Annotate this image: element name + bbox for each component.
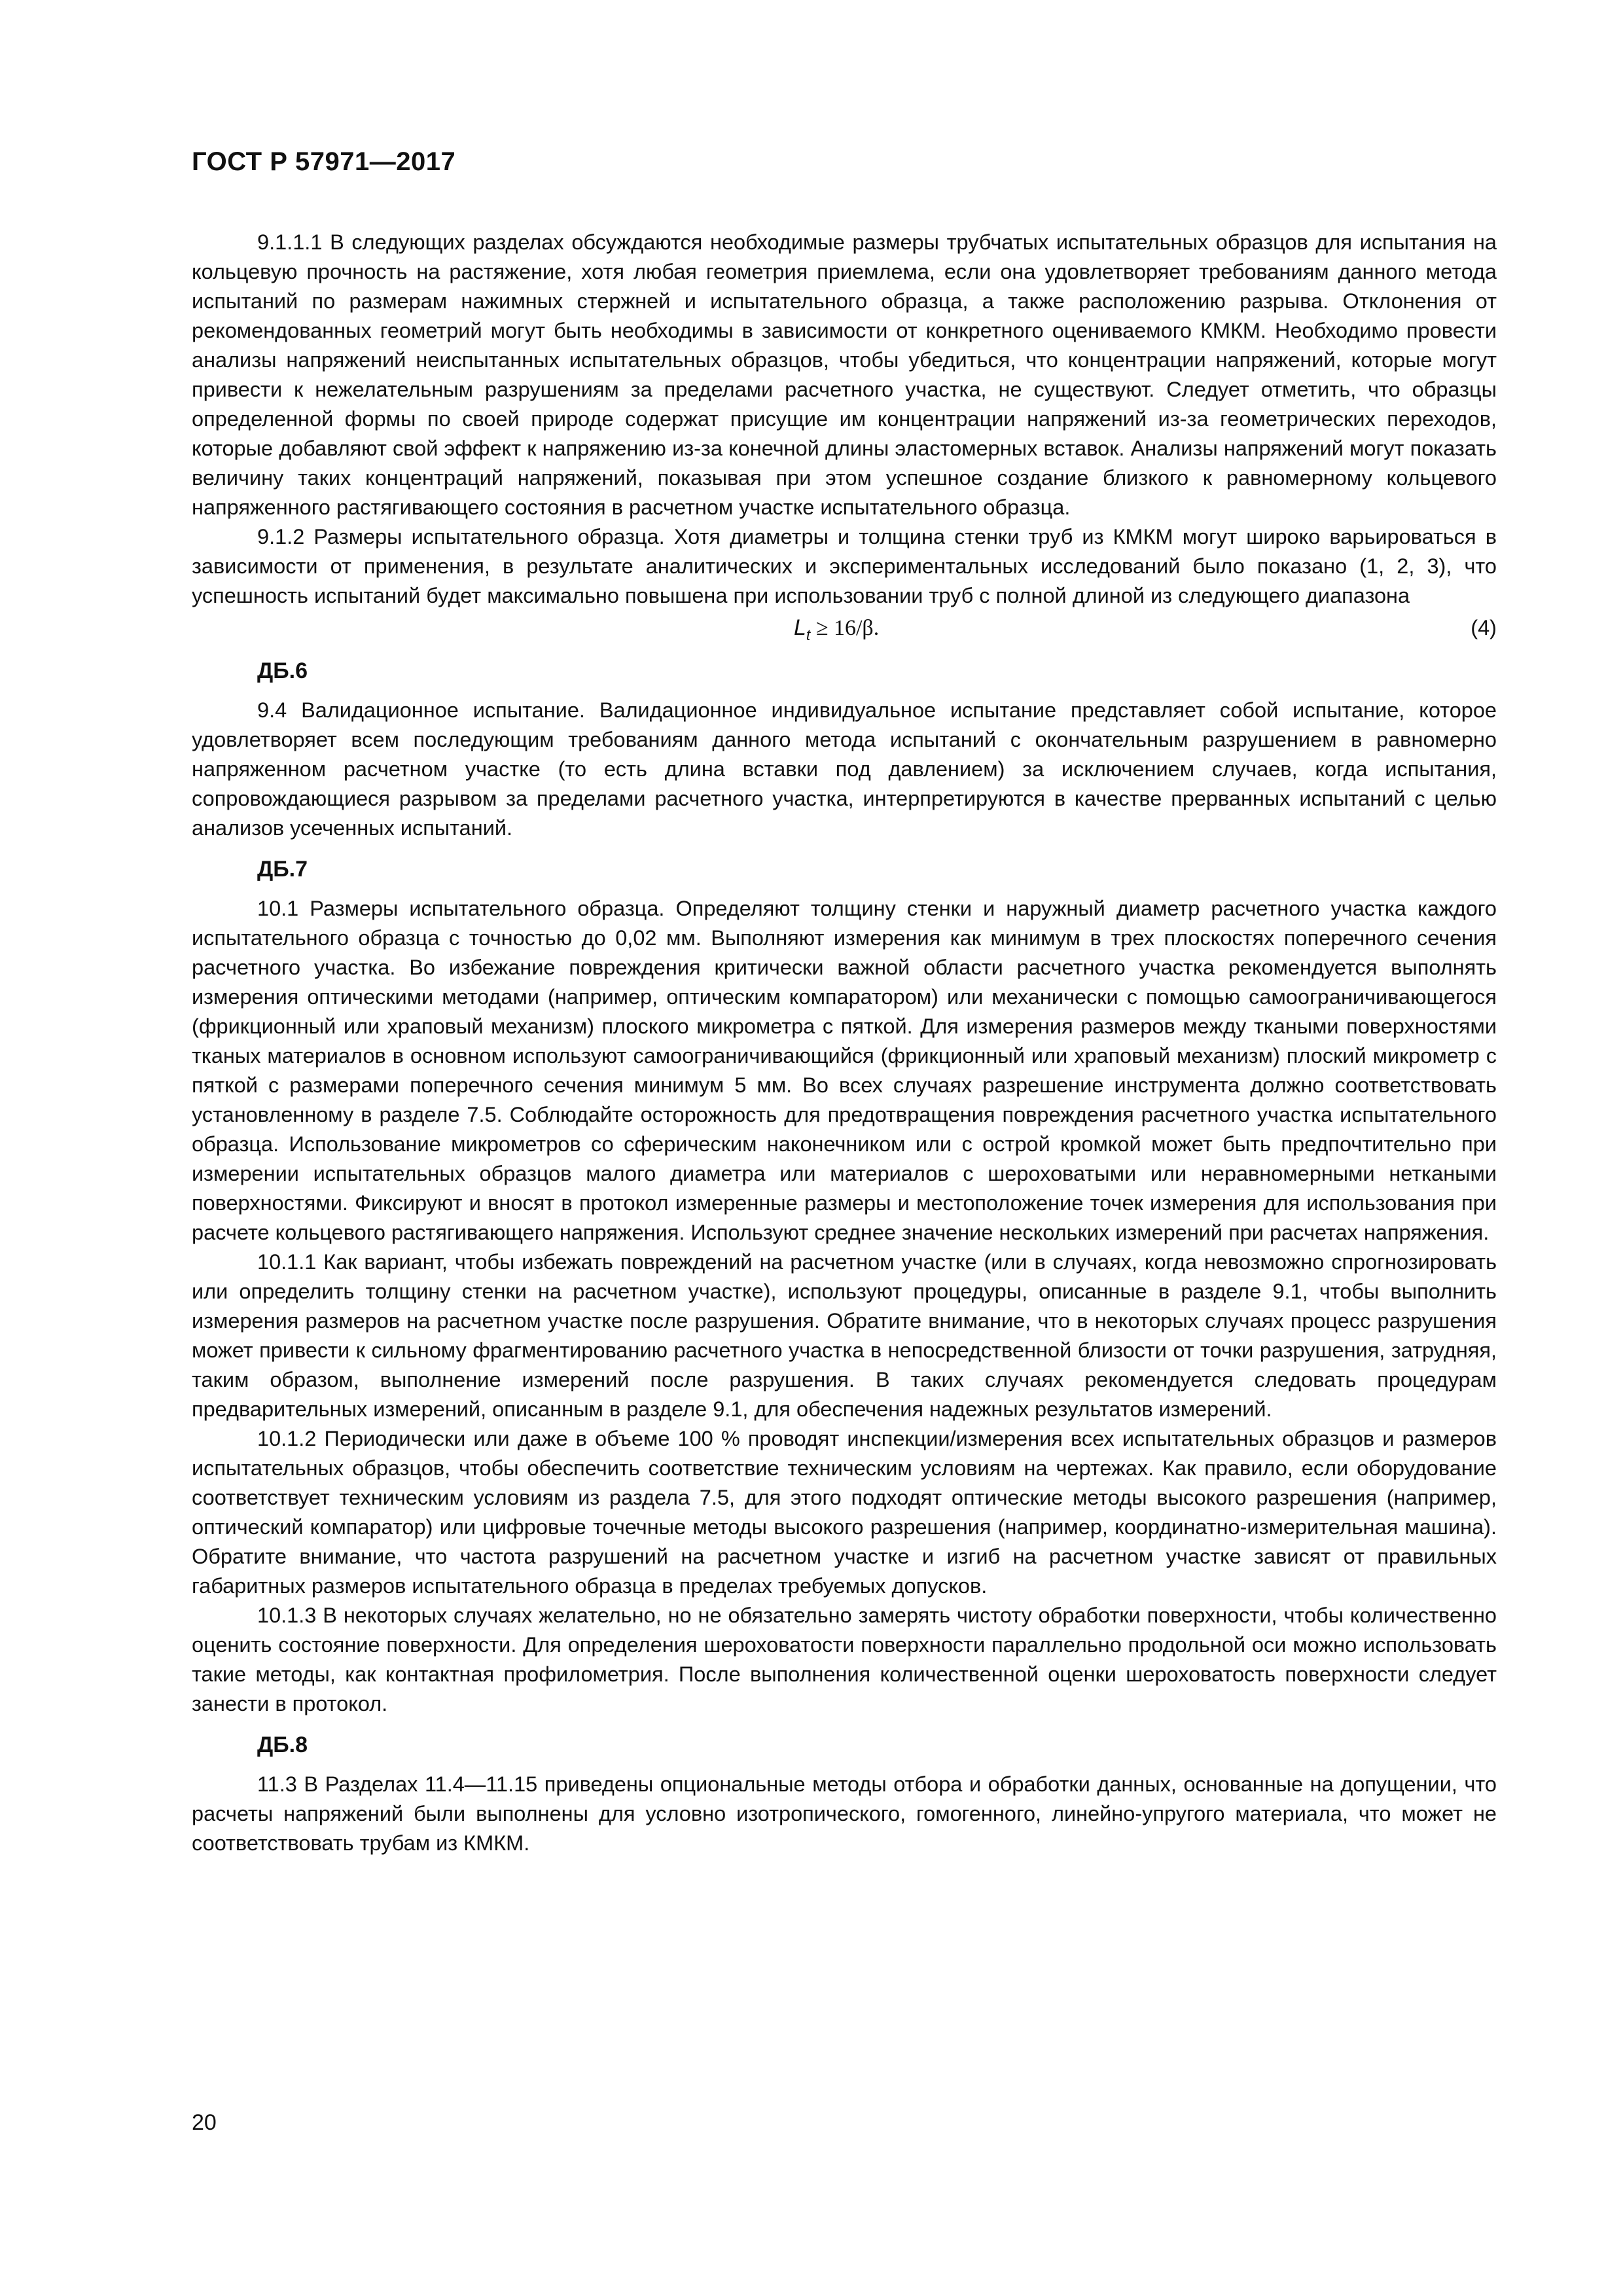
paragraph: 10.1 Размеры испытательного образца. Определяют толщину стенки и наружный диаметр расчетного участка каждого испытательного образца с точностью до 0,02 мм. Выполняют измерения как минимум в трех плоскостях поперечного сечения расчетного участка. Во избежание повреждения критически важной области расчетного участка рекомендуется выполнять измерения оптическими методами (например, оптическим компаратором) или механически с помощью самоограничивающегося (фрикционный или храповый механизм) плоского микрометра с пяткой. Для измерения размеров между ткаными поверхностями тканых материалов в основном используют самоограничивающийся (фрикционный или храповый механизм) плоский микрометр с пяткой с размерами поперечного сечения минимум 5 мм. Во всех случаях разрешение инструмента должно соответствовать установленному в разделе 7.5. Соблюдайте осторожность для предотвращения повреждения расчетного участка испытательного образца. Использование микрометров со сферическим наконечником или с острой кромкой может быть предпочтительно при измерении испытательных образцов малого диаметра или материалов с шероховатыми или неравномерными неткаными поверхностями. Фиксируют и вносят в протокол измеренные размеры и местоположение точек измерения для использования при расчете кольцевого растягивающего напряжения. Используют среднее значение нескольких измерений при расчетах напряжения. <box>192 897 1497 1244</box>
paragraph: 9.1.2 Размеры испытательного образца. Хотя диаметры и толщина стенки труб из КМКМ могут широко варьироваться в зависимости от применения, в результате аналитических и экспериментальных исследований было показано (1, 2, 3), что успешность испытаний будет максимально повышена при использовании труб с полной длиной из следующего диапазона <box>192 525 1497 607</box>
paragraph: 10.1.3 В некоторых случаях желательно, но не обязательно замерять чистоту обработки поверхности, чтобы количественно оценить состояние поверхности. Для определения шероховатости поверхности параллельно продольной оси можно использовать такие методы, как контактная профилометрия. После выполнения количественной оценки шероховатость поверхности следует занести в протокол. <box>192 1604 1497 1715</box>
paragraph: 10.1.1 Как вариант, чтобы избежать повреждений на расчетном участке (или в случаях, когда невозможно спрогнозировать или определить толщину стенки на расчетном участке), используют процедуры, описанные в разделе 9.1, чтобы выполнить измерения размеров на расчетном участке после разрушения. Обратите внимание, что в некоторых случаях процесс разрушения может привести к сильному фрагментированию расчетного участка в непосредственной близости от точки разрушения, затрудняя, таким образом, выполнение измерений после разрушения. В таких случаях рекомендуется следовать процедурам предварительных измерений, описанным в разделе 9.1, для обеспечения надежных результатов измерений. <box>192 1250 1497 1421</box>
paragraph: 9.4 Валидационное испытание. Валидационное индивидуальное испытание представляет собой испытание, которое удовлетворяет всем последующим требованиям данного метода испытаний с окончательным разрушением в равномерно напряженном расчетном участке (то есть длина вставки под давлением) за исключением случаев, когда испытания, сопровождающиеся разрывом за пределами расчетного участка, интерпретируются в качестве прерванных испытаний с целью анализов усеченных испытаний. <box>192 698 1497 840</box>
document-body <box>192 228 1497 1858</box>
formula-row <box>192 611 1497 645</box>
paragraph: 9.1.1.1 В следующих разделах обсуждаются необходимые размеры трубчатых испытательных образцов для испытания на кольцевую прочность на растяжение, хотя любая геометрия приемлема, если она удовлетворяет требованиям данного метода испытаний по размерам нажимных стержней и испытательного образца, а также расположению разрыва. Отклонения от рекомендованных геометрий могут быть необходимы в зависимости от конкретного оцениваемого КМКМ. Необходимо провести анализы напряжений неиспытанных испытательных образцов, чтобы убедиться, что концентрации напряжений, которые могут привести к нежелательным разрушениям за пределами расчетного участка, не существуют. Следует отметить, что образцы определенной формы по своей природе содержат присущие им концентрации напряжений из-за геометрических переходов, которые добавляют свой эффект к напряжению из-за конечной длины эластомерных вставок. Анализы напряжений могут показать величину таких концентраций напряжений, показывая при этом успешное создание близкого к равномерному кольцевого напряженного растягивающего состояния в расчетном участке испытательного образца. <box>192 230 1497 519</box>
section-heading: ДБ.8 <box>257 1732 308 1757</box>
paragraph: 11.3 В Разделах 11.4—11.15 приведены опциональные методы отбора и обработки данных, основанные на допущении, что расчеты напряжений были выполнены для условно изотропического, гомогенного, линейно-упругого материала, что может не соответствовать трубам из КМКМ. <box>192 1772 1497 1855</box>
formula <box>794 611 879 652</box>
section-heading: ДБ.6 <box>257 658 308 683</box>
formula-subscript: t <box>806 626 811 643</box>
formula-variable: L <box>794 615 806 640</box>
formula-number: (4) <box>1471 616 1497 639</box>
paragraph: 10.1.2 Периодически или даже в объеме 100 % проводят инспекции/измерения всех испытательных образцов и размеров испытательных образцов, чтобы обеспечить соответствие техническим условиям на чертежах. Как правило, если оборудование соответствует техническим условиям из раздела 7.5, для этого подходят оптические методы высокого разрешения (например, оптический компаратор) или цифровые точечные методы высокого разрешения (например, координатно-измерительная машина). Обратите внимание, что частота разрушений на расчетном участке и изгиб на расчетном участке зависят от правильных габаритных размеров испытательного образца в пределах требуемых допусков. <box>192 1427 1497 1598</box>
formula-expression: ≥ 16/β. <box>810 616 880 640</box>
page-header-doc-code: ГОСТ Р 57971—2017 <box>192 147 456 176</box>
page-number: 20 <box>192 2110 217 2135</box>
section-heading: ДБ.7 <box>257 857 308 882</box>
